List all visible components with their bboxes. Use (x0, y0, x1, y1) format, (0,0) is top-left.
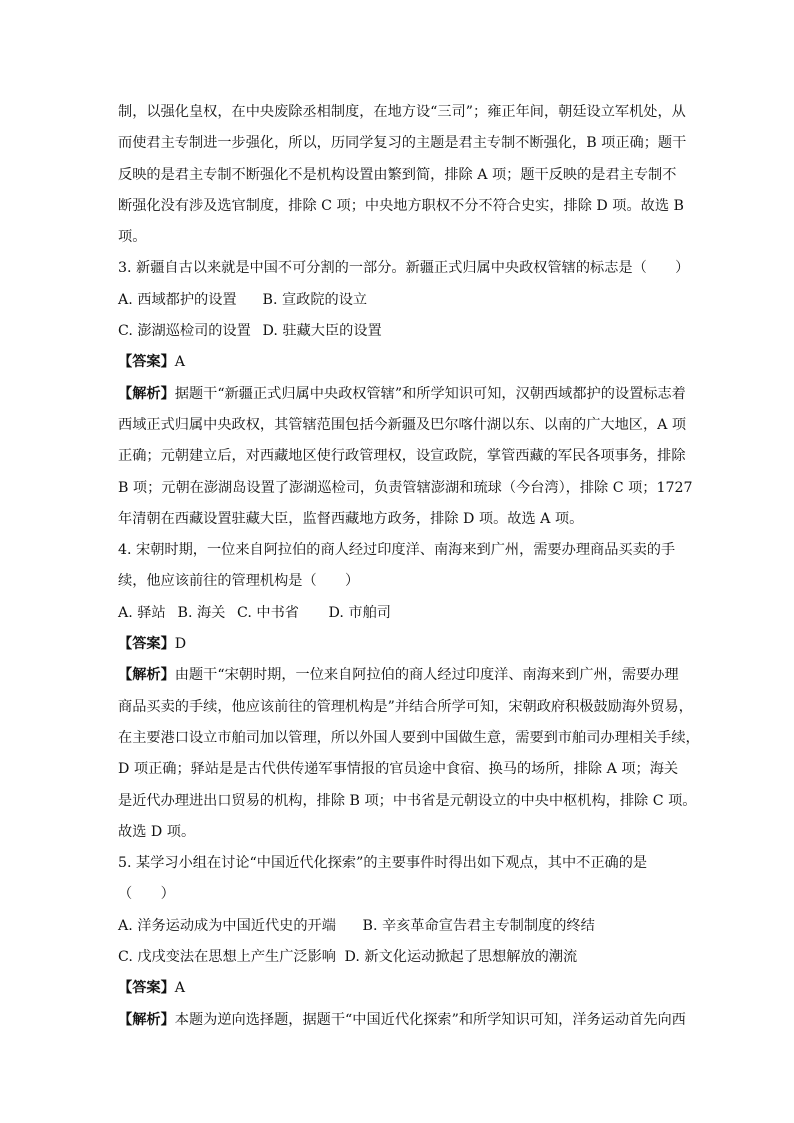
text-line: 是近代办理进出口贸易的机构，排除 B 项；中书省是元朝设立的中央中枢机构，排除 C 项。 (118, 792, 697, 809)
analysis-label: 【解析】 (118, 1011, 175, 1028)
question-stem: 4. 宋朝时期，一位来自阿拉伯的商人经过印度洋、南海来到广州，需要办理商品买卖的手 (118, 542, 676, 559)
text-line: B 项；元朝在澎湖岛设置了澎湖巡检司，负责管辖澎湖和琉球（今台湾），排除 C 项；1727 (118, 479, 693, 496)
text-line: D 项正确；驿站是是古代供传递军事情报的官员途中食宿、换马的场所，排除 A 项；海关 (118, 761, 679, 778)
options-row (118, 316, 678, 347)
option-a: A. 驿站 (118, 604, 166, 621)
analysis-text: 据题干“新疆正式归属中央政权管辖”和所学知识可知，汉朝西域都护的设置标志着 (174, 385, 686, 402)
option-d: D. 驻藏大臣的设置 (262, 323, 382, 340)
option-c: C. 澎湖巡检司的设置 (118, 323, 251, 340)
option-b: B. 海关 (177, 604, 226, 621)
text-line: 在主要港口设立市舶司加以管理，所以外国人要到中国做生意，需要到市舶司办理相关手续， (118, 729, 700, 746)
text-line: 断强化没有涉及选官制度，排除 C 项；中央地方职权不分不符合史实，排除 D 项。故选 B (118, 197, 684, 214)
option-b: B. 辛亥革命宣告君主专制制度的终结 (362, 917, 595, 934)
question-stem: 3. 新疆自古以来就是中国不可分割的一部分。新疆正式归属中央政权管辖的标志是（ ） (118, 260, 690, 277)
answer-value: A (174, 980, 186, 997)
document-page (118, 97, 700, 1036)
question-4 (118, 535, 700, 848)
analysis-text: 本题为逆向选择题，据题干“中国近代化探索”和所学知识可知，洋务运动首先向西 (174, 1011, 686, 1028)
text-line: 商品买卖的手续，他应该前往的管理机构是”并结合所学可知，宋朝政府积极鼓励海外贸易， (118, 698, 693, 715)
analysis-label: 【解析】 (118, 667, 175, 684)
option-b: B. 宣政院的设立 (262, 291, 368, 308)
option-c: C. 戊戌变法在思想上产生广泛影响 (118, 949, 336, 966)
answer-value: D (174, 636, 187, 653)
option-a: A. 西域都护的设置 (118, 291, 237, 308)
answer-label: 【答案】 (118, 354, 175, 371)
text-line: 西域正式归属中央政权，其管辖范围包括今新疆及巴尔喀什湖以东、以南的广大地区，A 项 (118, 416, 687, 433)
question-5 (118, 848, 686, 1036)
option-a: A. 洋务运动成为中国近代史的开端 (118, 917, 336, 934)
previous-analysis-continuation (118, 97, 687, 253)
question-stem: 续，他应该前往的管理机构是（ ） (118, 573, 360, 590)
options-row (118, 911, 678, 942)
question-3 (118, 253, 693, 535)
options-row (118, 598, 678, 629)
answer-line (118, 973, 678, 1004)
text-line: 而使君主专制进一步强化，所以，历同学复习的主题是君主专制不断强化，B 项正确；题干 (118, 135, 687, 152)
answer-line (118, 629, 678, 660)
analysis-line (118, 660, 678, 691)
text-line: 制，以强化皇权，在中央废除丞相制度，在地方设“三司”；雍正年间，朝廷设立军机处，从 (118, 104, 686, 120)
text-line: 项。 (118, 229, 147, 246)
analysis-text: 由题干“宋朝时期，一位来自阿拉伯的商人经过印度洋、南海来到广州，需要办理 (174, 667, 679, 684)
text-line: 故选 D 项。 (118, 823, 196, 840)
answer-value: A (174, 354, 186, 371)
text-line: 反映的是君主专制不断强化不是机构设置由繁到简，排除 A 项；题干反映的是君主专制不 (118, 166, 677, 183)
answer-label: 【答案】 (118, 636, 175, 653)
options-row (118, 285, 678, 316)
question-stem: （ ） (118, 886, 175, 903)
answer-line (118, 347, 678, 378)
analysis-line (118, 379, 686, 410)
analysis-line (118, 1005, 686, 1036)
option-c: C. 中书省 (237, 604, 299, 621)
option-d: D. 市舶司 (328, 604, 391, 621)
text-line: 正确；元朝建立后，对西藏地区使行政管理权，设宣政院，掌管西藏的军民各项事务，排除 (118, 448, 686, 465)
question-stem: 5. 某学习小组在讨论“中国近代化探索”的主要事件时得出如下观点，其中不正确的是 (118, 855, 648, 872)
option-d: D. 新文化运动掀起了思想解放的潮流 (344, 949, 578, 966)
options-row (118, 942, 678, 973)
text-line: 年清朝在西藏设置驻藏大臣，监督西藏地方政务，排除 D 项。故选 A 项。 (118, 510, 584, 527)
analysis-label: 【解析】 (118, 385, 175, 402)
answer-label: 【答案】 (118, 980, 175, 997)
